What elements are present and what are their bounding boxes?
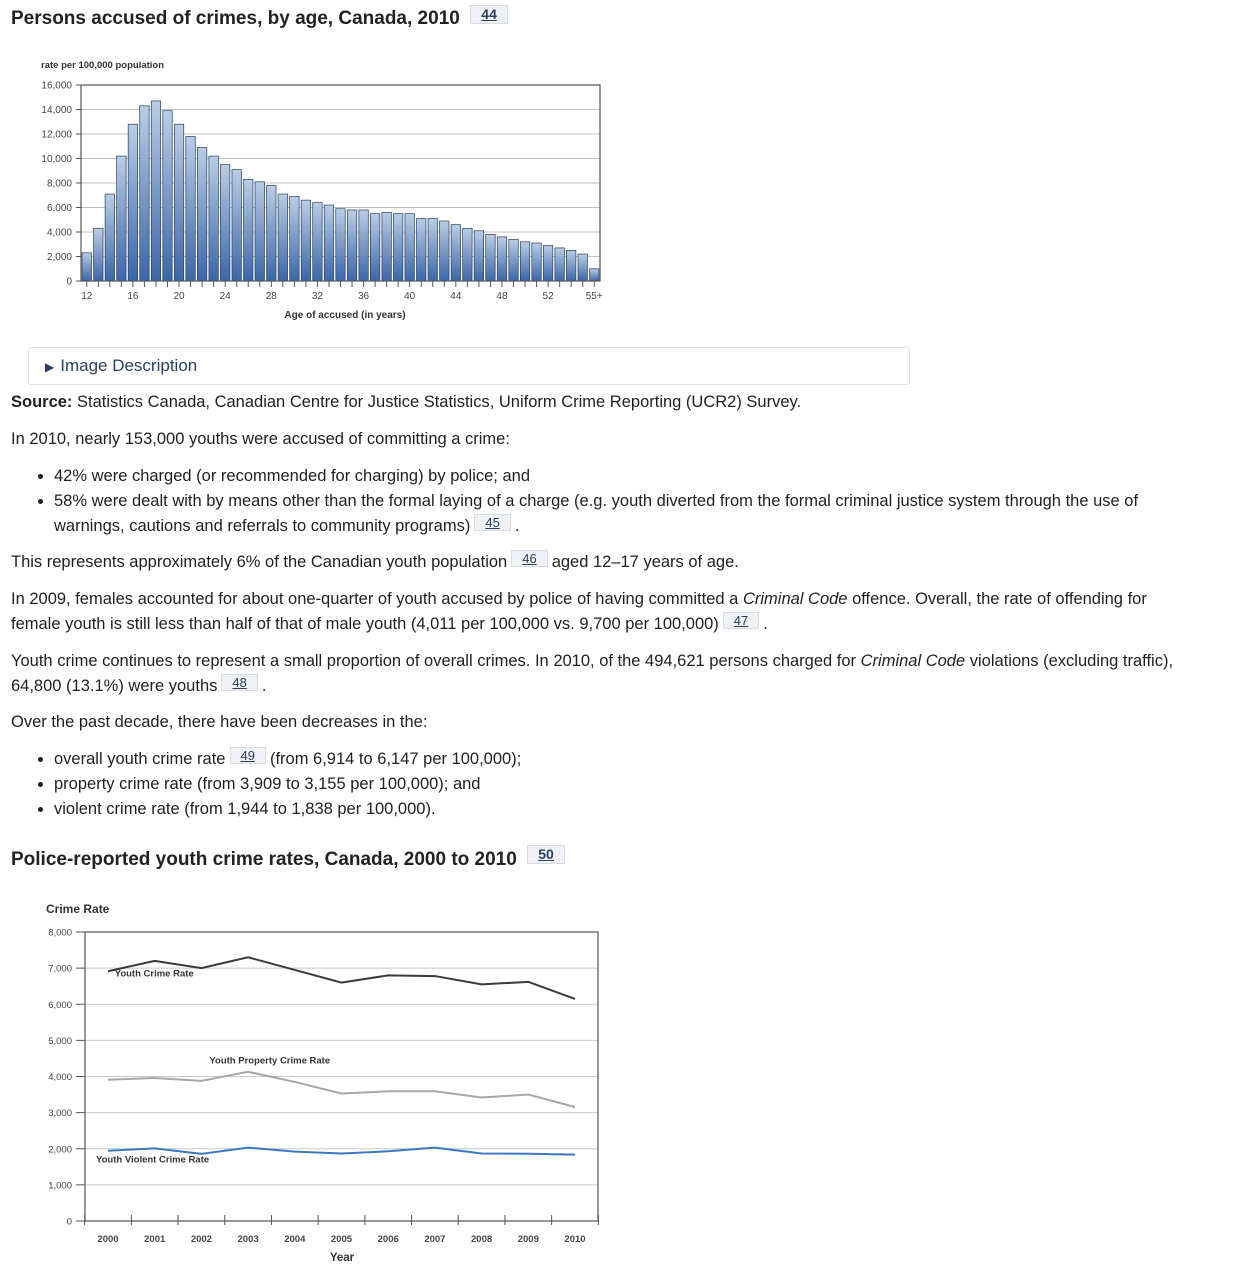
y-axis-label: Crime Rate [46, 902, 110, 916]
list-item-text: (from 6,914 to 6,147 per 100,000); [269, 750, 522, 768]
footnote-link-45[interactable]: 45 [474, 514, 510, 531]
bar [244, 179, 253, 281]
bar [428, 219, 437, 281]
bar [578, 254, 587, 281]
list-item-text: warnings, cautions and referrals to community programs) [54, 517, 471, 535]
bar [128, 124, 137, 281]
period: . [763, 615, 768, 633]
y-tick-label: 2,000 [46, 252, 72, 263]
x-tick-label: 2000 [97, 1234, 119, 1245]
x-tick-label: 2006 [377, 1234, 399, 1245]
footnote-link-50[interactable]: 50 [527, 845, 565, 864]
bar [197, 147, 206, 281]
bar [301, 200, 310, 281]
age-bar-chart [0, 52, 640, 332]
youth-crime-line-chart [0, 895, 640, 1275]
bar [94, 228, 103, 281]
list-item-text: property crime rate (from 3,909 to 3,155 per 100,000); and [54, 775, 481, 793]
bar [163, 111, 172, 281]
bar [451, 225, 460, 281]
y-tick-label: 10,000 [41, 154, 72, 165]
bullet-list-decreases [11, 747, 1054, 822]
footnote-link-46[interactable]: 46 [511, 550, 547, 567]
x-tick-label: 2008 [471, 1234, 493, 1245]
y-tick-label: 0 [66, 1216, 72, 1228]
x-tick-label: 16 [127, 291, 139, 302]
list-item [54, 489, 1237, 539]
image-description-label: Image Description [60, 356, 198, 375]
x-tick-label: 2002 [190, 1234, 212, 1245]
bar [220, 165, 229, 281]
paragraph-youth-accused: In 2010, nearly 153,000 youths were accused of committing a crime: [11, 430, 510, 448]
bar [566, 250, 575, 281]
bar [463, 228, 472, 281]
x-tick-label: 2005 [330, 1234, 353, 1245]
x-tick-label: 2007 [424, 1234, 446, 1245]
bar [209, 156, 218, 281]
list-item [54, 747, 1054, 772]
period: . [261, 677, 267, 695]
y-tick-label: 5,000 [48, 1035, 72, 1047]
bar [555, 248, 564, 281]
x-tick-label: 28 [265, 291, 277, 302]
bar [520, 242, 529, 281]
bar [105, 194, 114, 281]
criminal-code-italic: Criminal Code [742, 590, 848, 608]
series-line [108, 1072, 575, 1107]
x-tick-label: 12 [81, 291, 93, 302]
paragraph-text: aged 12–17 years of age. [551, 553, 739, 571]
paragraph-text: female youth is still less than half of that of male youth (4,011 per 100,000 vs. 9,700 per 100,000) [11, 615, 719, 633]
chart1-title-row [11, 5, 508, 30]
x-tick-label: 20 [173, 291, 185, 302]
bullet-list-charges [11, 464, 1237, 539]
y-tick-label: 2,000 [48, 1144, 72, 1156]
y-tick-label: 4,000 [46, 227, 72, 239]
list-item-text: overall youth crime rate [54, 750, 226, 768]
list-item [54, 772, 1054, 797]
source-label: Source: [11, 393, 73, 411]
paragraph-population [11, 550, 739, 575]
bar [543, 245, 552, 281]
bar [474, 231, 483, 281]
x-tick-label: 2009 [517, 1234, 539, 1245]
source-note [11, 390, 801, 415]
period: . [514, 517, 520, 535]
paragraph-text: In 2009, females accounted for about one-quarter of youth accused by police of having committed a [11, 590, 743, 608]
bar [290, 196, 299, 281]
bar [267, 185, 276, 281]
paragraph-decade: Over the past decade, there have been decreases in the: [11, 713, 428, 731]
y-tick-label: 12,000 [41, 129, 72, 141]
bar [255, 182, 264, 281]
y-tick-label: 4,000 [48, 1072, 72, 1083]
x-tick-label: 2004 [284, 1234, 306, 1245]
paragraph-text: 64,800 (13.1%) were youths [11, 677, 218, 695]
bar [393, 214, 402, 281]
y-tick-label: 6,000 [46, 203, 72, 214]
source-text: Statistics Canada, Canadian Centre for Justice Statistics, Uniform Crime Reporting (UCR2) Survey. [72, 393, 802, 411]
y-tick-label: 7,000 [48, 963, 72, 975]
bar [186, 136, 195, 281]
triangle-right-icon: ▶ [45, 360, 55, 374]
footnote-link-44[interactable]: 44 [470, 5, 508, 24]
paragraph-text: violations (excluding traffic), [965, 652, 1174, 670]
list-item-text: 58% were dealt with by means other than the formal laying of a charge (e.g. youth diverted from the formal criminal justice system through the use of [54, 492, 1139, 510]
bar [140, 106, 149, 281]
list-item [54, 797, 1054, 822]
y-tick-label: 14,000 [41, 105, 72, 116]
bar [405, 214, 414, 281]
bar [232, 170, 241, 281]
bar [174, 124, 183, 281]
x-tick-label: 48 [496, 291, 508, 302]
footnote-link-48[interactable]: 48 [221, 674, 257, 691]
list-item-text: violent crime rate (from 1,944 to 1,838 per 100,000). [54, 800, 436, 818]
bar [532, 243, 541, 281]
footnote-link-49[interactable]: 49 [230, 747, 266, 764]
x-axis-label: Year [329, 1252, 355, 1264]
bar [82, 253, 91, 281]
bar [324, 205, 333, 281]
bar [509, 239, 518, 281]
bar [370, 214, 379, 281]
paragraph-females [11, 587, 1147, 637]
bar [486, 234, 495, 281]
paragraph-proportion [11, 649, 1173, 699]
bar [590, 269, 599, 281]
bar [151, 101, 160, 281]
x-tick-label: 2010 [564, 1234, 586, 1245]
bar [497, 237, 506, 281]
bar [359, 210, 368, 281]
series-label: Youth Property Crime Rate [209, 1055, 331, 1067]
image-description-toggle[interactable] [28, 347, 910, 385]
footnote-link-47[interactable]: 47 [723, 612, 759, 629]
bar [117, 156, 126, 281]
y-tick-label: 16,000 [41, 80, 72, 92]
chart1-title: Persons accused of crimes, by age, Canada, 2010 [11, 8, 460, 29]
bar [382, 212, 391, 281]
list-item [54, 464, 1237, 489]
bar [347, 210, 356, 281]
criminal-code-italic: Criminal Code [860, 652, 966, 670]
series-label: Youth Violent Crime Rate [96, 1154, 210, 1166]
x-tick-label: 24 [219, 291, 231, 302]
x-tick-label: 32 [311, 291, 323, 302]
y-tick-label: 3,000 [48, 1108, 72, 1120]
y-tick-label: 8,000 [46, 178, 72, 190]
y-tick-label: 8,000 [48, 927, 72, 939]
x-tick-label: 2003 [237, 1234, 259, 1245]
y-tick-label: 6,000 [48, 999, 72, 1011]
paragraph-text: Youth crime continues to represent a small proportion of overall crimes. In 2010, of the 494,621 persons charged for [11, 652, 861, 670]
bar [417, 219, 426, 281]
y-axis-label: rate per 100,000 population [41, 60, 165, 71]
bar [440, 221, 449, 281]
list-item-text: 42% were charged (or recommended for charging) by police; and [54, 467, 531, 485]
paragraph-text: offence. Overall, the rate of offending for [847, 590, 1147, 608]
bar [336, 209, 345, 281]
x-tick-label: 2001 [144, 1234, 166, 1245]
x-tick-label: 44 [450, 291, 462, 302]
bar [313, 203, 322, 281]
series-label: Youth Crime Rate [114, 968, 194, 980]
paragraph-text: This represents approximately 6% of the Canadian youth population [11, 553, 508, 571]
y-tick-label: 0 [66, 276, 72, 288]
y-tick-label: 1,000 [48, 1180, 72, 1192]
x-axis-label: Age of accused (in years) [284, 310, 406, 321]
x-tick-label: 55+ [585, 291, 603, 302]
x-tick-label: 52 [542, 291, 554, 302]
x-tick-label: 36 [358, 291, 370, 302]
x-tick-label: 40 [404, 291, 416, 302]
bar [278, 194, 287, 281]
chart2-title-row [11, 845, 565, 871]
chart2-title: Police-reported youth crime rates, Canada, 2000 to 2010 [11, 849, 517, 870]
